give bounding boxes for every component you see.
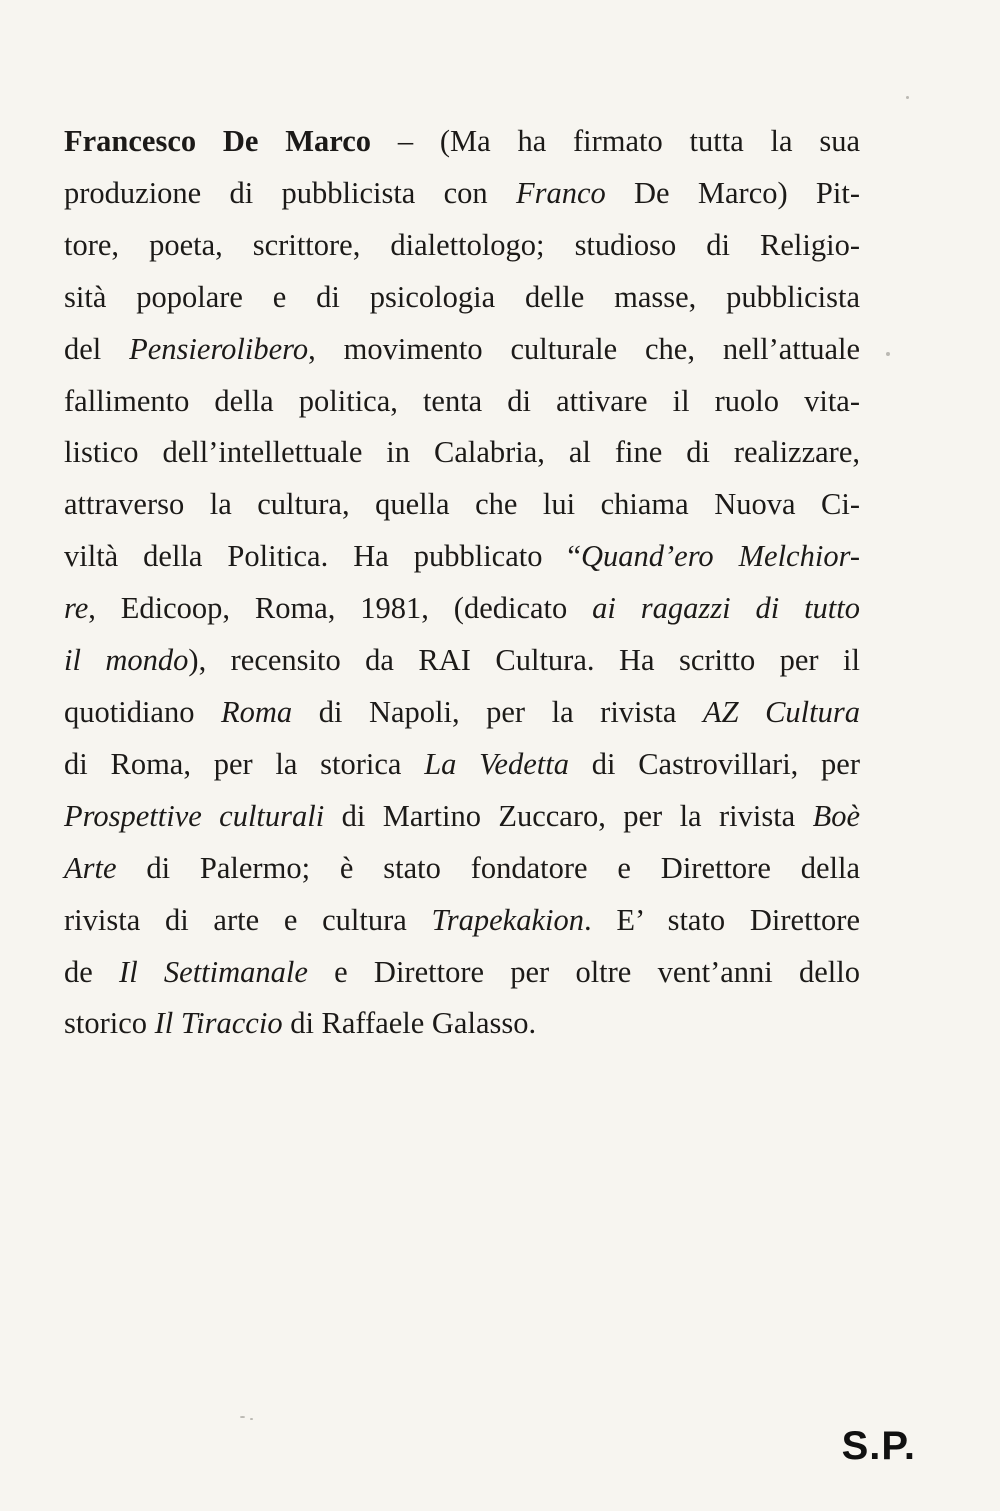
paper-speck	[240, 1416, 245, 1418]
bio-text: produzione di pubblicista con	[64, 175, 516, 210]
bio-text: di Raffaele Galasso.	[282, 1006, 537, 1041]
bio-line	[64, 998, 860, 1050]
bio-text: del	[64, 331, 130, 366]
bio-text: . E’ stato Direttore	[583, 902, 860, 937]
bio-line	[64, 583, 860, 635]
bio-line	[64, 531, 860, 583]
bio-text: listico dell’intellettuale in Calabria, al fine di realizzare,	[64, 435, 860, 470]
bio-text: de	[64, 954, 120, 989]
bio-text: di Martino Zuccaro, per la rivista	[324, 798, 813, 833]
bio-text: di Palermo; è stato fondatore e Direttore della	[116, 850, 860, 885]
bio-line	[64, 791, 860, 843]
bio-text: – (Ma ha firmato tutta la sua	[371, 124, 860, 158]
bio-text: attraverso la cultura, quella che lui chiama Nuova Ci-	[64, 487, 860, 522]
bio-line	[64, 168, 860, 220]
bio-text: di Roma, per la storica	[64, 746, 425, 781]
bio-text: di Napoli, per la rivista	[292, 694, 703, 729]
bio-line	[64, 427, 860, 479]
italic-title: La Vedetta	[424, 746, 569, 781]
bio-line	[64, 376, 860, 428]
author-name: Francesco De Marco	[64, 124, 372, 158]
italic-title: re	[64, 591, 89, 626]
bio-text: quotidiano	[64, 694, 221, 729]
italic-title: Prospettive culturali	[64, 798, 325, 833]
italic-title: Trapekakion	[431, 902, 584, 937]
italic-title: Pensierolibero	[129, 331, 309, 366]
bio-text: tore, poeta, scrittore, dialettologo; studioso di Religio-	[64, 227, 860, 262]
bio-text: e Direttore per oltre vent’anni dello	[307, 954, 860, 989]
bio-line	[64, 272, 860, 324]
bio-text: , Edicoop, Roma, 1981, (dedicato	[88, 591, 593, 626]
bio-line	[64, 843, 860, 895]
author-biography	[64, 116, 860, 1050]
paper-speck	[886, 352, 890, 356]
italic-title: Quand’ero Melchior-	[580, 539, 860, 574]
paper-speck	[906, 96, 909, 99]
bio-line	[64, 324, 860, 376]
bio-text: De Marco) Pit-	[605, 175, 860, 210]
bio-line	[64, 895, 860, 947]
bio-text: storico	[64, 1006, 155, 1041]
bio-text: fallimento della politica, tenta di attivare il ruolo vita-	[64, 383, 860, 418]
bio-line	[64, 947, 860, 999]
italic-title: ai ragazzi di tutto	[592, 591, 861, 626]
italic-title: Arte	[64, 850, 117, 885]
bio-line	[64, 220, 860, 272]
italic-title: Roma	[221, 694, 293, 729]
italic-title: il mondo	[64, 643, 189, 678]
bio-text: viltà della Politica. Ha pubblicato “	[64, 539, 581, 574]
bio-line	[64, 479, 860, 531]
bio-line	[64, 739, 860, 791]
bio-line	[64, 635, 860, 687]
italic-title: Il Tiraccio	[154, 1006, 283, 1041]
bio-text: sità popolare e di psicologia delle masse, pubblicista	[64, 279, 860, 314]
paper-speck	[250, 1418, 253, 1420]
italic-title: Boè	[812, 798, 861, 833]
bio-text: di Castrovillari, per	[568, 746, 860, 781]
bio-text: rivista di arte e cultura	[64, 902, 432, 937]
italic-title: Il Settimanale	[119, 954, 308, 989]
italic-title: AZ Cultura	[702, 694, 860, 729]
bio-text: ), recensito da RAI Cultura. Ha scritto per il	[188, 643, 860, 678]
bio-text: , movimento culturale che, nell’attuale	[308, 331, 861, 366]
italic-title: Franco	[515, 175, 606, 210]
bio-line	[64, 116, 860, 168]
publisher-mark: S.P.	[841, 1424, 916, 1468]
bio-line	[64, 687, 860, 739]
